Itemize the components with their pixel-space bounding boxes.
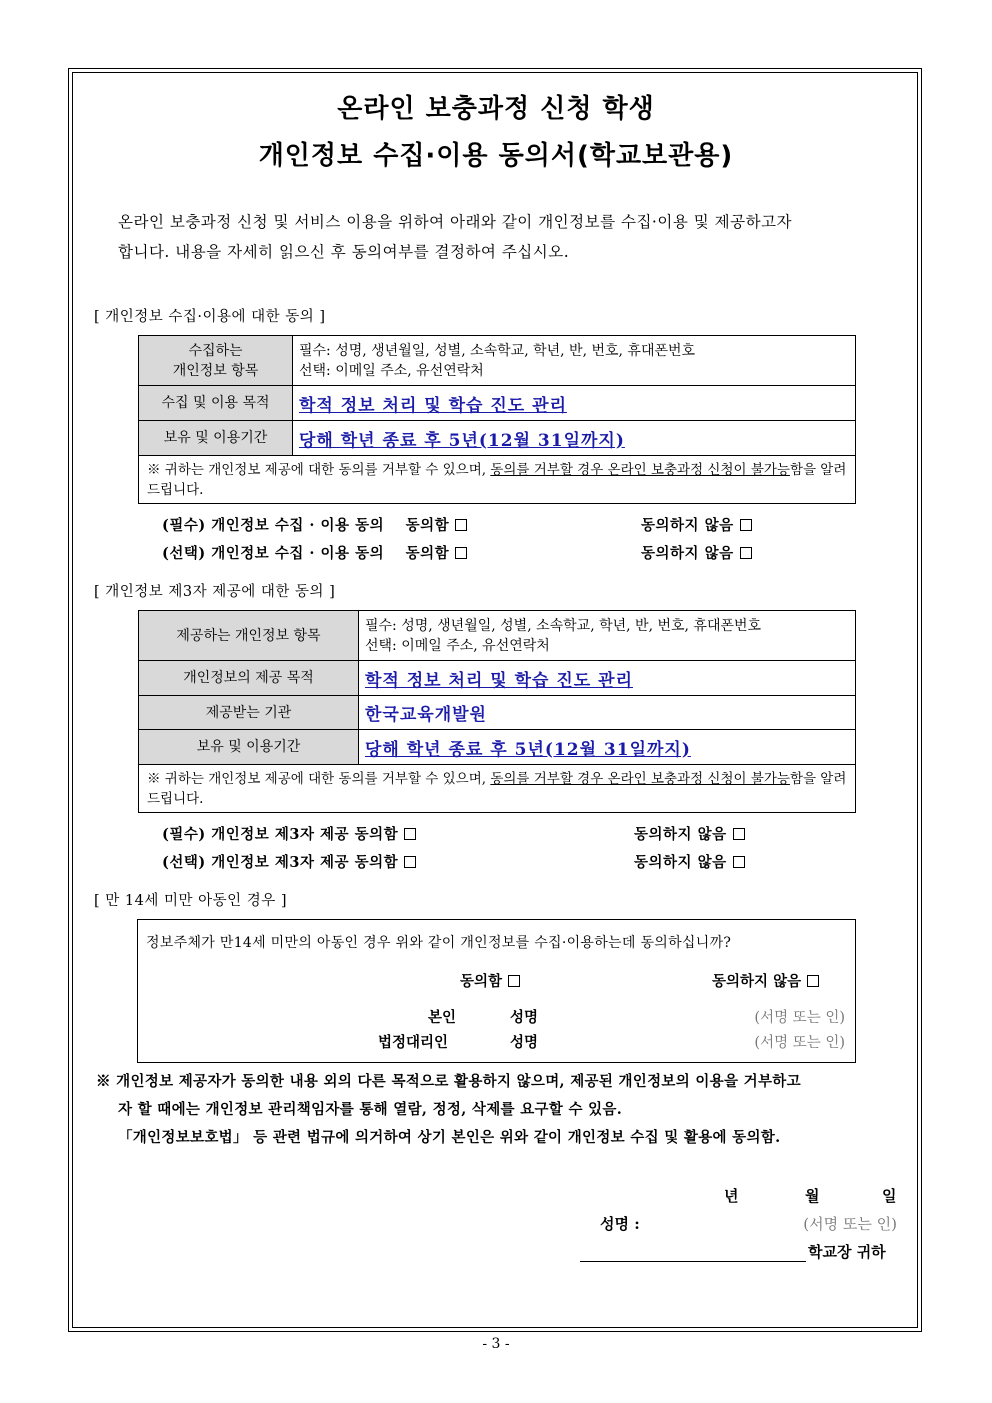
table-header-cell: 보유 및 이용기간	[139, 421, 293, 456]
date-month-label: 월	[805, 1187, 820, 1205]
agree-label: 동의함	[405, 517, 450, 534]
retention-value: 당해 학년 종료 후 5년(12월 31일까지)	[359, 730, 856, 765]
section2-label: [ 개인정보 제3자 제공에 대한 동의 ]	[94, 584, 336, 600]
table-header-cell: 제공받는 기관	[139, 696, 359, 730]
date-day-label: 일	[882, 1187, 897, 1205]
recipient-value: 한국교육개발원	[359, 696, 856, 730]
disagree-checkbox[interactable]	[733, 828, 745, 840]
consent-label: (필수) 개인정보 수집 · 이용 동의	[162, 517, 385, 534]
value-text: 선택: 이메일 주소, 유선연락처	[365, 637, 550, 654]
agree-label: 동의함	[405, 545, 450, 562]
guardian-name-label: 성명	[510, 1034, 539, 1051]
table-header-cell: 개인정보의 제공 목적	[139, 661, 359, 696]
consent-label: (선택) 개인정보 수집 · 이용 동의	[162, 545, 385, 562]
addressee: 학교장 귀하	[808, 1243, 886, 1261]
table-row	[139, 696, 856, 730]
self-label: 본인	[428, 1009, 457, 1026]
table-header-cell: 수집 및 이용 목적	[139, 386, 293, 421]
document-title-line1: 온라인 보충과정 신청 학생	[337, 94, 655, 124]
table-row	[139, 765, 856, 813]
agree-checkbox[interactable]	[455, 547, 467, 559]
value-text: 필수: 성명, 생년월일, 성별, 소속학교, 학년, 반, 번호, 휴대폰번호	[365, 617, 762, 634]
note-underlined-text: 동의를 거부할 경우 온라인 보충과정 신청이 불가능	[490, 461, 790, 478]
section1-label: [ 개인정보 수집·이용에 대한 동의 ]	[94, 309, 326, 325]
intro-line2: 합니다. 내용을 자세히 읽으신 후 동의여부를 결정하여 주십시오.	[118, 243, 570, 261]
table-header-cell: 보유 및 이용기간	[139, 730, 359, 765]
table-header-cell	[139, 336, 293, 386]
table-row	[139, 336, 856, 386]
note-text: 함을 알려드립니다.	[147, 770, 847, 807]
table-value-cell	[293, 336, 856, 386]
third-party-table	[138, 610, 856, 813]
date-year-label: 년	[724, 1187, 739, 1205]
signer-sign-hint: (서명 또는 인)	[803, 1215, 897, 1233]
header-text: 개인정보 항목	[172, 362, 259, 379]
child-disagree	[712, 970, 819, 991]
agree-label: 동의함	[460, 973, 503, 990]
guardian-sign-hint: (서명 또는 인)	[754, 1035, 845, 1051]
disagree-label: 동의하지 않음	[712, 973, 802, 990]
disagree-checkbox[interactable]	[740, 547, 752, 559]
table-row	[139, 611, 856, 661]
consent-optional-third-party	[162, 851, 416, 872]
disagree-label: 동의하지 않음	[641, 545, 734, 562]
disagree-checkbox[interactable]	[733, 856, 745, 868]
table-row	[139, 730, 856, 765]
consent-optional-collection	[162, 542, 467, 563]
consent-required-third-party-disagree	[634, 823, 745, 844]
header-text: 수집하는	[188, 342, 243, 359]
consent-required-third-party	[162, 823, 416, 844]
child-consent-question: 정보주체가 만14세 미만의 아동인 경우 위와 같이 개인정보를 수집·이용하는데 동의하십니까?	[146, 935, 732, 951]
disagree-checkbox[interactable]	[807, 975, 819, 987]
consent-label: (필수) 개인정보 제3자 제공 동의함	[162, 826, 399, 843]
collection-table	[138, 335, 856, 504]
signer-name-label: 성명 :	[600, 1215, 640, 1233]
footer-notice	[96, 1068, 906, 1152]
note-text: ※ 귀하는 개인정보 제공에 대한 동의를 거부할 수 있으며,	[147, 461, 491, 478]
agree-checkbox[interactable]	[404, 856, 416, 868]
disagree-label: 동의하지 않음	[634, 826, 727, 843]
intro-line1: 온라인 보충과정 신청 및 서비스 이용을 위하여 아래와 같이 개인정보를 수집·이용 및 제공하고자	[118, 213, 793, 231]
retention-value: 당해 학년 종료 후 5년(12월 31일까지)	[293, 421, 856, 456]
footer-line1: ※ 개인정보 제공자가 동의한 내용 외의 다른 목적으로 활용하지 않으며, 제공된 개인정보의 이용을 거부하고	[96, 1073, 801, 1090]
table-row	[139, 661, 856, 696]
consent-required-collection	[162, 514, 467, 535]
agree-checkbox[interactable]	[455, 519, 467, 531]
purpose-value: 학적 정보 처리 및 학습 진도 관리	[359, 661, 856, 696]
consent-required-collection-disagree	[641, 514, 752, 535]
document-title-line2: 개인정보 수집·이용 동의서(학교보관용)	[258, 141, 734, 171]
section3-label: [ 만 14세 미만 아동인 경우 ]	[94, 893, 287, 909]
note-underlined-text: 동의를 거부할 경우 온라인 보충과정 신청이 불가능	[490, 770, 790, 787]
disagree-label: 동의하지 않음	[634, 854, 727, 871]
table-row	[139, 386, 856, 421]
agree-checkbox[interactable]	[508, 975, 520, 987]
table-row	[139, 421, 856, 456]
consent-optional-collection-disagree	[641, 542, 752, 563]
signature-line	[580, 1261, 806, 1262]
footer-line3: 「개인정보보호법」 등 관련 법규에 의거하여 상기 본인은 위와 같이 개인정보 수집 및 활용에 동의함.	[118, 1129, 781, 1146]
consent-label: (선택) 개인정보 제3자 제공 동의함	[162, 854, 399, 871]
intro-text	[118, 207, 888, 267]
self-name-label: 성명	[510, 1009, 539, 1026]
disagree-label: 동의하지 않음	[641, 517, 734, 534]
disagree-checkbox[interactable]	[740, 519, 752, 531]
agree-checkbox[interactable]	[404, 828, 416, 840]
table-value-cell	[359, 611, 856, 661]
refusal-note	[139, 765, 856, 813]
value-text: 선택: 이메일 주소, 유선연락처	[299, 362, 484, 379]
note-text: 함을 알려드립니다.	[147, 461, 847, 498]
consent-optional-third-party-disagree	[634, 851, 745, 872]
self-sign-hint: (서명 또는 인)	[754, 1010, 845, 1026]
note-text: ※ 귀하는 개인정보 제공에 대한 동의를 거부할 수 있으며,	[147, 770, 491, 787]
refusal-note	[139, 456, 856, 504]
table-header-cell: 제공하는 개인정보 항목	[139, 611, 359, 661]
value-text: 필수: 성명, 생년월일, 성별, 소속학교, 학년, 반, 번호, 휴대폰번호	[299, 342, 696, 359]
child-agree	[460, 970, 520, 991]
purpose-value: 학적 정보 처리 및 학습 진도 관리	[293, 386, 856, 421]
footer-line2: 자 할 때에는 개인정보 관리책임자를 통해 열람, 정정, 삭제를 요구할 수 있음.	[118, 1101, 623, 1118]
page-number: - 3 -	[482, 1336, 510, 1352]
guardian-label: 법정대리인	[378, 1034, 449, 1051]
child-consent-box	[137, 919, 856, 1063]
table-row	[139, 456, 856, 504]
